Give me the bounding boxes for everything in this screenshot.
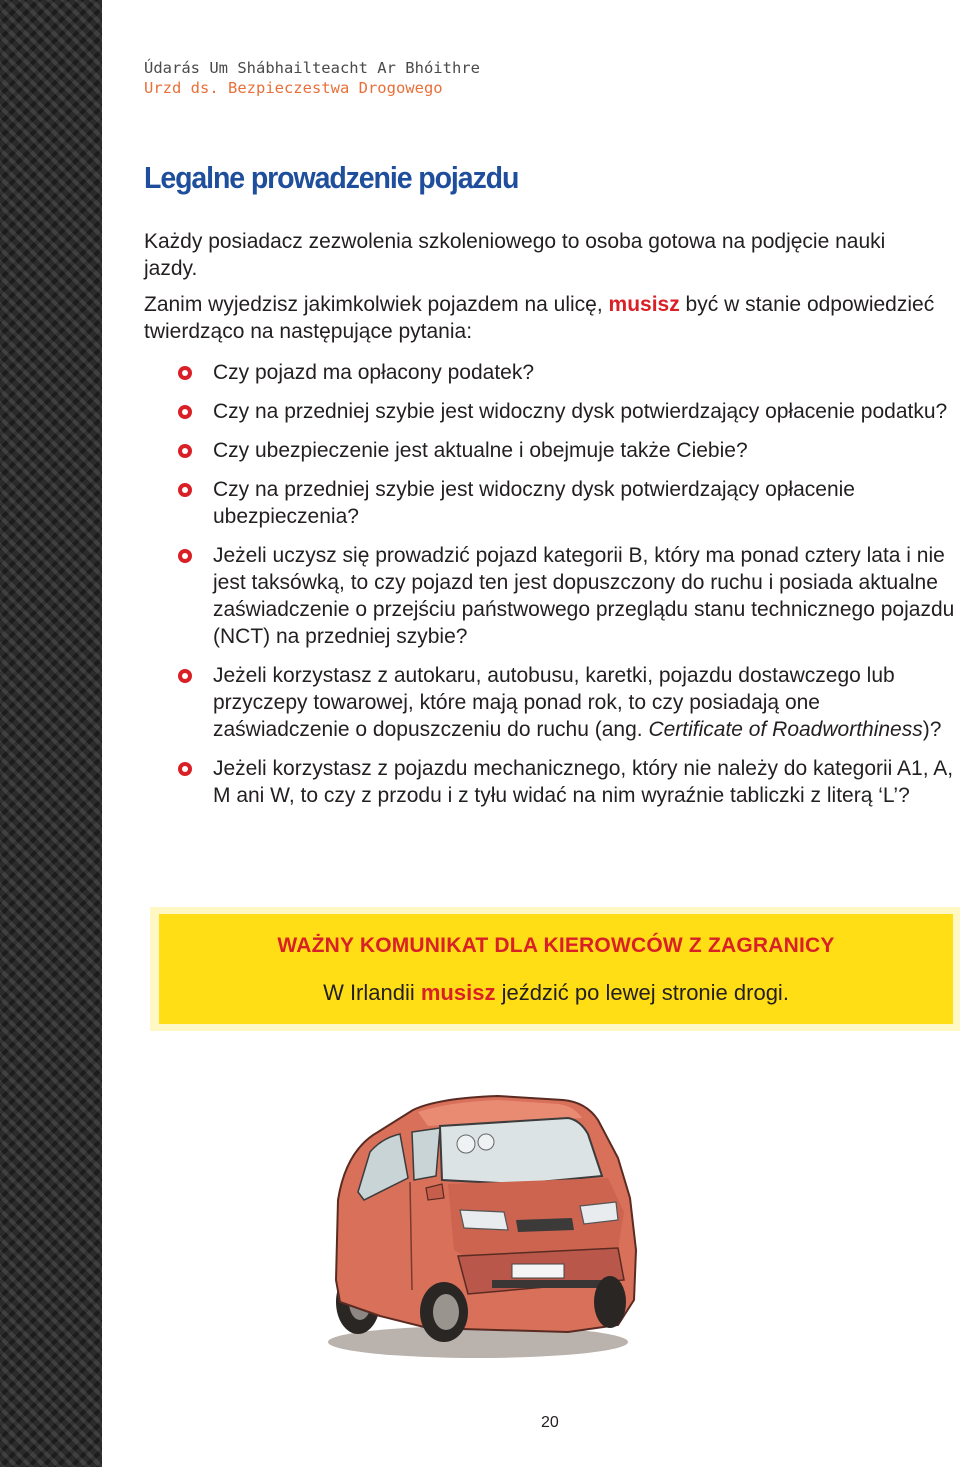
organisation-header — [144, 58, 480, 98]
list-item — [178, 476, 958, 530]
list-item — [178, 755, 958, 809]
org-name-irish: Údarás Um Shábhailteacht Ar Bhóithre — [144, 59, 480, 77]
list-item-text: Jeżeli uczysz się prowadzić pojazd kategorii B, który ma ponad cztery lata i nie jest taksówką, to czy pojazd ten jest dopuszczony do ruchu i posiada aktualne zaświadczenie o przejściu państwowego przeglądu stanu technicznego pojazdu (NCT) na przedniej szybie? — [213, 544, 955, 648]
number-plate — [512, 1264, 564, 1278]
list-item-text: Czy na przedniej szybie jest widoczny dysk potwierdzający opłacenie ubezpieczenia? — [213, 478, 855, 528]
bullet-dot-icon — [178, 483, 192, 497]
intro-text-start: Zanim wyjedzisz jakimkolwiek pojazdem na ulicę, — [144, 293, 609, 316]
car-illustration — [318, 1080, 648, 1370]
intro-paragraph-2 — [144, 291, 944, 345]
bullet-dot-icon — [178, 669, 192, 683]
question-list — [178, 359, 958, 821]
list-item-text: Czy ubezpieczenie jest aktualne i obejmuje także Ciebie? — [213, 439, 748, 462]
headlight-left — [460, 1210, 508, 1230]
insurance-disc-icon — [478, 1134, 494, 1150]
list-item — [178, 662, 958, 743]
grille — [516, 1218, 574, 1232]
notice-panel — [150, 907, 960, 1031]
carbon-side-strip — [0, 0, 102, 1467]
list-item-text — [213, 664, 941, 741]
notice-title: WAŻNY KOMUNIKAT DLA KIEROWCÓW Z ZAGRANICY — [277, 934, 835, 957]
intro-text-end: być w stanie odpowiedzieć twierdząco na następujące pytania: — [144, 293, 935, 343]
notice-text-start: W Irlandii — [323, 980, 421, 1005]
list-item — [178, 398, 958, 425]
page-title: Legalne prowadzenie pojazdu — [144, 160, 519, 195]
page-number: 20 — [541, 1414, 559, 1431]
bullet-dot-icon — [178, 366, 192, 380]
emphasis-musisz: musisz — [608, 293, 680, 316]
list-item — [178, 359, 958, 386]
bullet-dot-icon — [178, 444, 192, 458]
bullet-dot-icon — [178, 549, 192, 563]
list-item-text: Jeżeli korzystasz z pojazdu mechanicznego, który nie należy do kategorii A1, A, M ani W, to czy z przodu i z tyłu widać na nim wyraźnie tabliczki z literą ‘L’? — [213, 757, 954, 807]
list-item-text: Czy na przedniej szybie jest widoczny dysk potwierdzający opłacenie podatku? — [213, 400, 948, 423]
list-item — [178, 437, 958, 464]
emphasis-musisz: musisz — [420, 980, 496, 1005]
bullet-dot-icon — [178, 405, 192, 419]
notice-text-end: jeździć po lewej stronie drogi. — [495, 980, 789, 1005]
headlight-right — [580, 1202, 618, 1224]
list-item-text: Czy pojazd ma opłacony podatek? — [213, 361, 535, 384]
bullet-dot-icon — [178, 762, 192, 776]
org-name-polish: Urzd ds. Bezpieczestwa Drogowego — [144, 79, 443, 97]
list-item — [178, 542, 958, 650]
intro-paragraph-1: Każdy posiadacz zezwolenia szkoleniowego to osoba gotowa na podjęcie nauki jazdy. — [144, 230, 886, 280]
notice-text — [159, 980, 953, 1006]
front-wheel-right-icon — [594, 1276, 626, 1328]
list-item-text-end: )? — [922, 718, 942, 741]
tax-disc-icon — [457, 1135, 475, 1153]
list-item-text-start: Jeżeli korzystasz z autokaru, autobusu, karetki, pojazdu dostawczego lub przyczepy towarowej, które mają ponad rok, to czy posiadają one zaświadczenie o dopuszczeniu do ruchu (ang. — [213, 664, 895, 741]
certificate-term: Certificate of Roadworthiness — [648, 718, 923, 741]
notice-box — [159, 914, 953, 1024]
